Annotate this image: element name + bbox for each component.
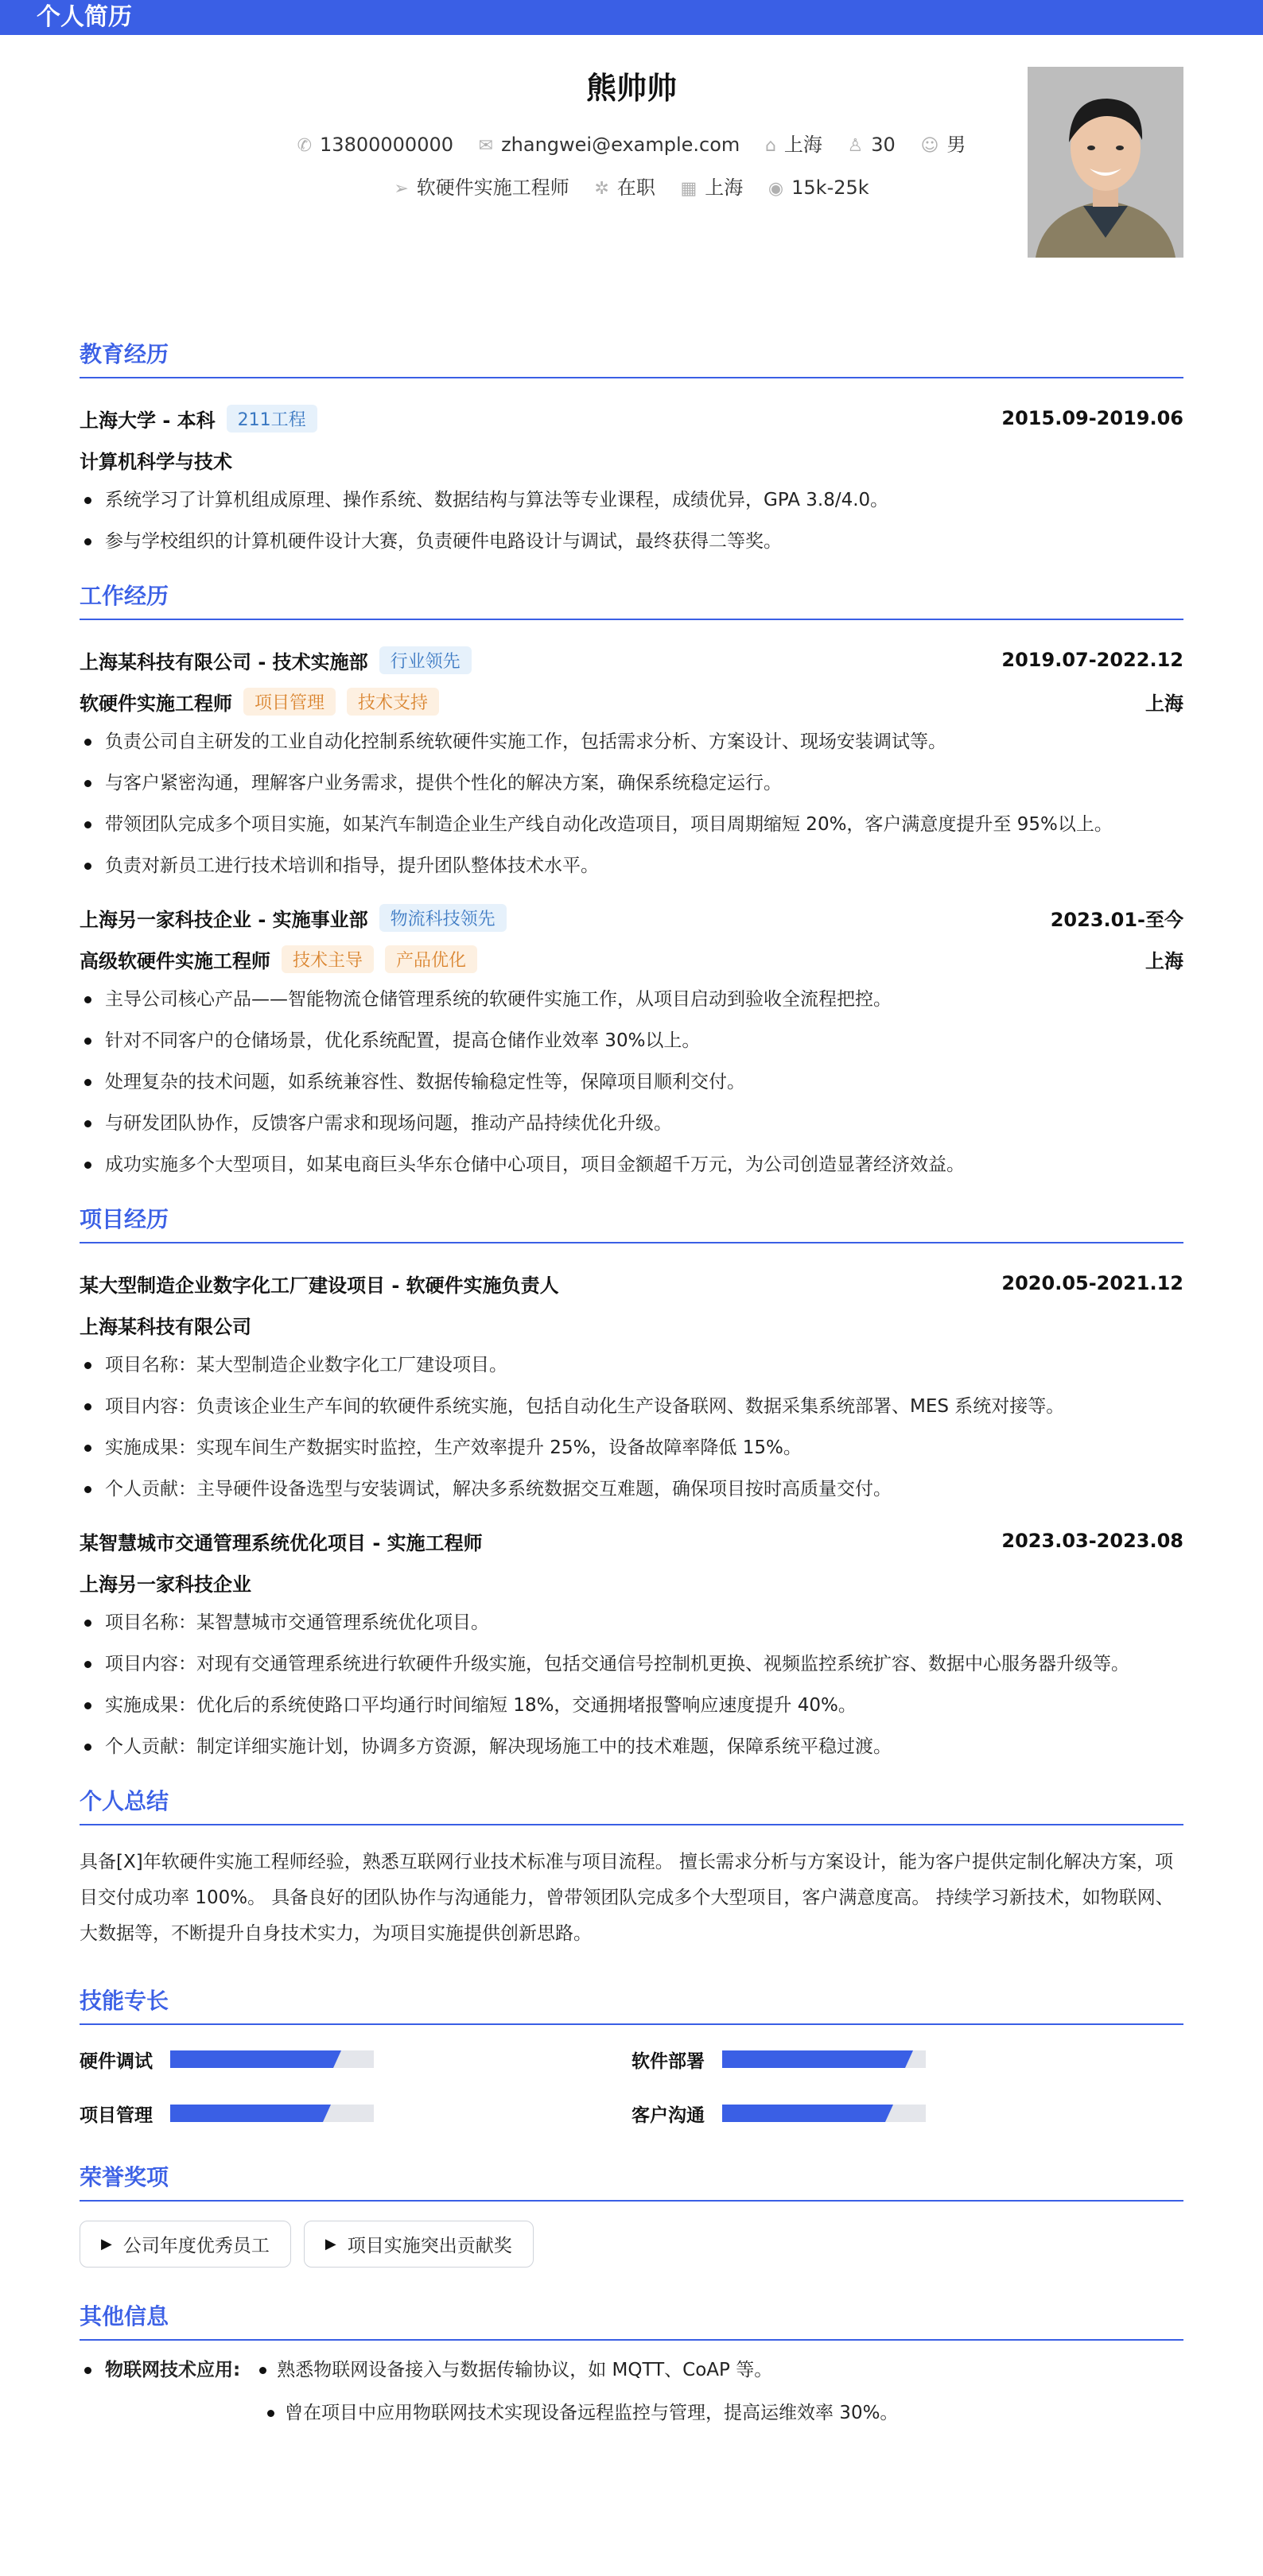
list-item: 参与学校组织的计算机硬件设计大赛，负责硬件电路设计与调试，最终获得二等奖。 bbox=[80, 531, 1183, 552]
other-list bbox=[80, 2360, 1183, 2423]
role-tag: 技术主导 bbox=[282, 945, 374, 973]
job-company: 上海另一家科技企业 - 实施事业部 bbox=[80, 908, 368, 931]
list-item: 与客户紧密沟通，理解客户业务需求，提供个性化的解决方案，确保系统稳定运行。 bbox=[80, 773, 1183, 793]
award-label: 项目实施突出贡献奖 bbox=[347, 2236, 512, 2256]
list-item: 主导公司核心产品——智能物流仓储管理系统的软硬件实施工作，从项目启动到验收全流程把控。 bbox=[80, 989, 1183, 1010]
job-location: 上海 bbox=[1145, 692, 1183, 715]
role-tag: 项目管理 bbox=[243, 688, 336, 716]
position-text: 软硬件实施工程师 bbox=[416, 177, 569, 199]
other-key: 物联网技术应用: bbox=[105, 2360, 241, 2380]
list-item: 项目内容：负责该企业生产车间的软硬件系统实施，包括自动化生产设备联网、数据采集系统部署、MES 系统对接等。 bbox=[80, 1396, 1183, 1417]
other-subitem: 熟悉物联网设备接入与数据传输协议，如 MQTT、CoAP 等。 bbox=[255, 2360, 772, 2380]
company-tag: 行业领先 bbox=[379, 646, 472, 674]
job-entry bbox=[80, 897, 1183, 1175]
skill-item bbox=[632, 2044, 1183, 2074]
skill-label: 客户沟通 bbox=[632, 2105, 705, 2126]
target-city-text: 上海 bbox=[705, 177, 744, 199]
skill-fill bbox=[170, 2105, 323, 2122]
job-role-row bbox=[80, 938, 1183, 980]
education-section bbox=[80, 337, 1183, 552]
skill-fill bbox=[722, 2050, 905, 2068]
list-item bbox=[80, 2360, 1183, 2380]
status-icon: ✲ bbox=[594, 179, 609, 199]
list-item: 个人贡献：主导硬件设备选型与安装调试，解决多系统数据交互难题，确保项目按时高质量交付。 bbox=[80, 1479, 1183, 1499]
mail-icon: ✉ bbox=[478, 136, 494, 156]
play-icon: ▶ bbox=[324, 2236, 336, 2252]
job-role: 高级软硬件实施工程师 bbox=[80, 949, 270, 972]
project-name: 某大型制造企业数字化工厂建设项目 - 软硬件实施负责人 bbox=[80, 1274, 559, 1297]
list-item: 项目内容：对现有交通管理系统进行软硬件升级实施，包括交通信号控制机更换、视频监控系统扩容、数据中心服务器升级等。 bbox=[80, 1654, 1183, 1674]
list-item bbox=[80, 2403, 1183, 2423]
project-name: 某智慧城市交通管理系统优化项目 - 实施工程师 bbox=[80, 1531, 483, 1554]
skill-bar bbox=[170, 2050, 374, 2068]
major-row bbox=[80, 439, 1183, 480]
job-role-row bbox=[80, 681, 1183, 722]
education-title: 教育经历 bbox=[80, 337, 1183, 378]
job-period: 2019.07-2022.12 bbox=[1001, 649, 1183, 671]
other-title: 其他信息 bbox=[80, 2299, 1183, 2341]
age-item bbox=[848, 134, 896, 156]
project-header bbox=[80, 1263, 1183, 1304]
candidate-name: 熊帅帅 bbox=[585, 71, 677, 106]
play-icon: ▶ bbox=[101, 2236, 112, 2252]
salary-text: 15k-25k bbox=[791, 177, 869, 199]
status-item bbox=[594, 172, 655, 200]
list-item: 负责对新员工进行技术培训和指导，提升团队整体技术水平。 bbox=[80, 855, 1183, 876]
target-city-item bbox=[680, 172, 743, 200]
list-item: 带领团队完成多个项目实施，如某汽车制造企业生产线自动化改造项目，项目周期缩短 20%，客户满意度提升至 95%以上。 bbox=[80, 814, 1183, 835]
award-chip bbox=[80, 2221, 291, 2268]
age-text: 30 bbox=[871, 134, 896, 156]
summary-section bbox=[80, 1784, 1183, 1952]
gender-icon: ☺ bbox=[920, 136, 939, 156]
contact-row bbox=[80, 129, 1183, 157]
project-company: 上海某科技有限公司 bbox=[80, 1315, 251, 1338]
list-item: 实施成果：优化后的系统使路口平均通行时间缩短 18%，交通拥堵报警响应速度提升 40%。 bbox=[80, 1695, 1183, 1716]
email-text: zhangwei@example.com bbox=[501, 134, 740, 156]
project-bullets bbox=[80, 1355, 1183, 1499]
list-item: 项目名称：某智慧城市交通管理系统优化项目。 bbox=[80, 1612, 1183, 1633]
job-entry bbox=[80, 639, 1183, 876]
project-entry bbox=[80, 1520, 1183, 1757]
list-item: 针对不同客户的仓储场景，优化系统配置，提高仓储作业效率 30%以上。 bbox=[80, 1030, 1183, 1051]
phone-item bbox=[297, 134, 453, 156]
list-item: 项目名称：某大型制造企业数字化工厂建设项目。 bbox=[80, 1355, 1183, 1375]
project-header bbox=[80, 1520, 1183, 1562]
summary-text: 具备[X]年软硬件实施工程师经验，熟悉互联网行业技术标准与项目流程。 擅长需求分析与方案设计，能为客户提供定制化解决方案，项目交付成功率 100%。 具备良好的团队协作与沟通能力，曾带领团队完成多个大型项目，客户满意度高。 持续学习新技术，如物联网、大数据等，不断提升自身技术实力，为项目实施提供创新思路。 bbox=[80, 1852, 1174, 1944]
city-item bbox=[765, 129, 822, 157]
other-section bbox=[80, 2299, 1183, 2423]
projects-title: 项目经历 bbox=[80, 1202, 1183, 1243]
skill-label: 硬件调试 bbox=[80, 2050, 153, 2072]
project-company: 上海另一家科技企业 bbox=[80, 1573, 251, 1596]
work-section bbox=[80, 579, 1183, 1175]
job-company: 上海某科技有限公司 - 技术实施部 bbox=[80, 650, 368, 673]
skills-title: 技能专长 bbox=[80, 1984, 1183, 2025]
skill-bar bbox=[170, 2105, 374, 2122]
gender-item bbox=[920, 129, 966, 157]
list-item: 负责公司自主研发的工业自动化控制系统软硬件实施工作，包括需求分析、方案设计、现场安装调试等。 bbox=[80, 731, 1183, 752]
profile-photo bbox=[1028, 67, 1183, 258]
project-company-row bbox=[80, 1304, 1183, 1345]
city-text: 上海 bbox=[783, 134, 822, 156]
list-item: 实施成果：实现车间生产数据实时监控，生产效率提升 25%，设备故障率降低 15%。 bbox=[80, 1437, 1183, 1458]
email-item bbox=[479, 134, 740, 156]
award-label: 公司年度优秀员工 bbox=[122, 2236, 270, 2256]
skill-label: 软件部署 bbox=[632, 2050, 705, 2072]
home-icon: ⌂ bbox=[764, 136, 776, 156]
skill-fill bbox=[170, 2050, 333, 2068]
awards-section bbox=[80, 2160, 1183, 2268]
project-period: 2020.05-2021.12 bbox=[1001, 1272, 1183, 1294]
job-period: 2023.01-至今 bbox=[1050, 908, 1183, 931]
awards-title: 荣誉奖项 bbox=[80, 2160, 1183, 2202]
gender-text: 男 bbox=[946, 134, 966, 156]
status-text: 在职 bbox=[616, 177, 655, 199]
skill-bar bbox=[722, 2105, 926, 2122]
other-subitem: 曾在项目中应用物联网技术实现设备远程监控与管理，提高运维效率 30%。 bbox=[262, 2403, 898, 2423]
page-header-bar bbox=[0, 0, 1263, 35]
list-item: 个人贡献：制定详细实施计划，协调多方资源，解决现场施工中的技术难题，保障系统平稳过渡。 bbox=[80, 1736, 1183, 1757]
profile-header bbox=[80, 35, 1183, 289]
phone-text: 13800000000 bbox=[320, 134, 453, 156]
phone-icon: ✆ bbox=[297, 136, 313, 156]
job-header bbox=[80, 639, 1183, 681]
major-name: 计算机科学与技术 bbox=[80, 450, 232, 473]
education-period: 2015.09-2019.06 bbox=[1001, 407, 1183, 429]
skills-section bbox=[80, 1984, 1183, 2128]
skill-bar bbox=[722, 2050, 926, 2068]
summary-title: 个人总结 bbox=[80, 1784, 1183, 1825]
work-title: 工作经历 bbox=[80, 579, 1183, 620]
education-header bbox=[80, 398, 1183, 439]
page-header-title: 个人简历 bbox=[37, 3, 132, 31]
company-tag: 物流科技领先 bbox=[379, 904, 507, 932]
building-icon: ▦ bbox=[680, 179, 698, 199]
award-chip bbox=[304, 2221, 534, 2268]
cake-icon: ♙ bbox=[847, 136, 864, 156]
resume-page bbox=[0, 35, 1263, 2423]
project-company-row bbox=[80, 1562, 1183, 1603]
skills-grid bbox=[80, 2044, 1183, 2128]
skill-item bbox=[80, 2098, 632, 2128]
job-location: 上海 bbox=[1145, 949, 1183, 972]
project-entry bbox=[80, 1263, 1183, 1499]
coin-icon: ◉ bbox=[768, 179, 784, 199]
school-name: 上海大学 - 本科 bbox=[80, 409, 216, 432]
job-header bbox=[80, 897, 1183, 938]
profile-photo-illustration bbox=[1028, 67, 1183, 258]
project-period: 2023.03-2023.08 bbox=[1001, 1530, 1183, 1552]
job-bullets bbox=[80, 989, 1183, 1175]
job-intent-row bbox=[80, 172, 1183, 200]
list-item: 与研发团队协作，反馈客户需求和现场问题，推动产品持续优化升级。 bbox=[80, 1113, 1183, 1134]
position-item bbox=[394, 172, 569, 200]
awards-list bbox=[80, 2221, 1183, 2268]
school-tag: 211工程 bbox=[227, 405, 317, 433]
project-bullets bbox=[80, 1612, 1183, 1757]
job-role: 软硬件实施工程师 bbox=[80, 692, 232, 715]
projects-section bbox=[80, 1202, 1183, 1757]
skill-label: 项目管理 bbox=[80, 2105, 153, 2126]
skill-fill bbox=[722, 2105, 885, 2122]
send-icon: ➢ bbox=[394, 179, 409, 199]
job-bullets bbox=[80, 731, 1183, 876]
list-item: 系统学习了计算机组成原理、操作系统、数据结构与算法等专业课程，成绩优异，GPA 3.8/4.0。 bbox=[80, 490, 1183, 510]
skill-item bbox=[632, 2098, 1183, 2128]
list-item: 成功实施多个大型项目，如某电商巨头华东仓储中心项目，项目金额超千万元，为公司创造显著经济效益。 bbox=[80, 1154, 1183, 1175]
list-item: 处理复杂的技术问题，如系统兼容性、数据传输稳定性等，保障项目顺利交付。 bbox=[80, 1072, 1183, 1092]
role-tag: 技术支持 bbox=[347, 688, 439, 716]
education-bullets bbox=[80, 490, 1183, 552]
role-tag: 产品优化 bbox=[385, 945, 477, 973]
salary-item bbox=[768, 177, 869, 199]
skill-item bbox=[80, 2044, 632, 2074]
